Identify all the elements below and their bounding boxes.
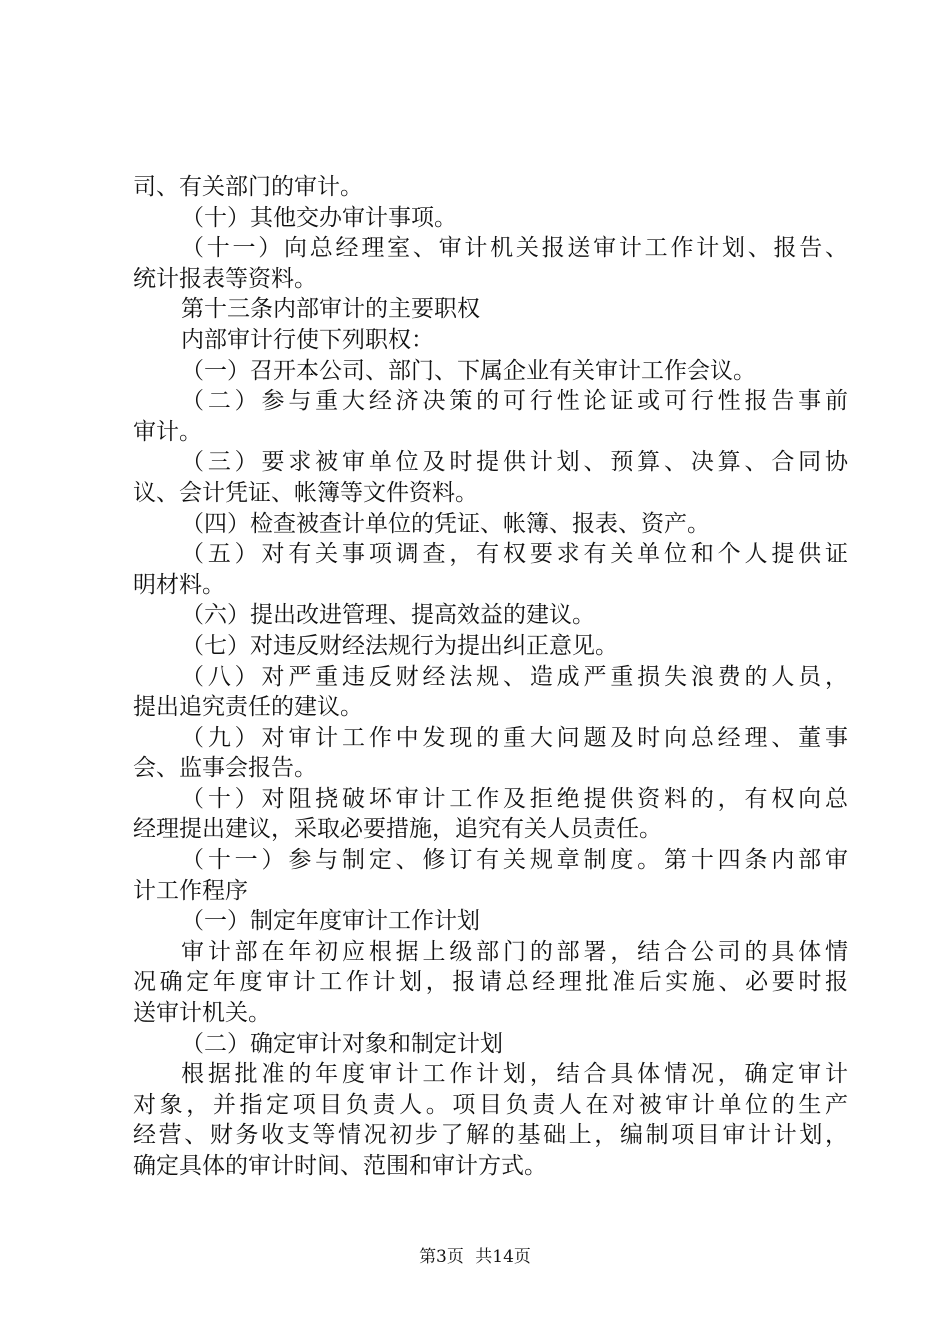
text-line: 审计。 <box>133 418 202 445</box>
text-line: （十一）参与制定、修订有关规章制度。第十四条内部审 <box>181 847 848 874</box>
text-line: 对象，并指定项目负责人。项目负责人在对被审计单位的生产 <box>133 1091 848 1118</box>
text-line: （七）对违反财经法规行为提出纠正意见。 <box>181 632 618 659</box>
text-line: （三）要求被审单位及时提供计划、预算、决算、合同协 <box>181 449 848 476</box>
page-number: 第3页 <box>419 1247 464 1267</box>
page-total: 共14页 <box>475 1247 531 1267</box>
text-line: （六）提出改进管理、提高效益的建议。 <box>181 602 595 629</box>
text-line: 况确定年度审计工作计划，报请总经理批准后实施、必要时报 <box>133 969 848 996</box>
text-line: （十）对阻挠破坏审计工作及拒绝提供资料的，有权向总 <box>181 785 848 812</box>
text-line: 内部审计行使下列职权： <box>181 326 434 353</box>
document-body <box>133 172 848 1182</box>
text-line: （五）对有关事项调查，有权要求有关单位和个人提供证 <box>181 541 848 568</box>
page-footer <box>0 1242 950 1267</box>
text-line: （一）召开本公司、部门、下属企业有关审计工作会议。 <box>181 357 756 384</box>
text-line: 第十三条内部审计的主要职权 <box>181 296 480 323</box>
text-line: 会、监事会报告。 <box>133 755 317 782</box>
text-line: （二）参与重大经济决策的可行性论证或可行性报告事前 <box>181 388 848 415</box>
text-line: （一）制定年度审计工作计划 <box>181 908 480 935</box>
text-line: 司、有关部门的审计。 <box>133 174 363 200</box>
text-line: 审计部在年初应根据上级部门的部署，结合公司的具体情 <box>181 938 848 965</box>
text-line: （二）确定审计对象和制定计划 <box>181 1030 503 1057</box>
text-line: 计工作程序 <box>133 877 248 904</box>
text-line: 经营、财务收支等情况初步了解的基础上，编制项目审计计划， <box>133 1122 848 1149</box>
text-line: （十一）向总经理室、审计机关报送审计工作计划、报告、 <box>181 235 848 262</box>
text-line: 经理提出建议，采取必要措施，追究有关人员责任。 <box>133 816 662 843</box>
text-line: 统计报表等资料。 <box>133 265 317 292</box>
text-line: 确定具体的审计时间、范围和审计方式。 <box>133 1153 547 1179</box>
text-line: （九）对审计工作中发现的重大问题及时向总经理、董事 <box>181 724 848 751</box>
text-line: 送审计机关。 <box>133 1000 271 1027</box>
text-line: （四）检查被查计单位的凭证、帐簿、报表、资产。 <box>181 510 710 537</box>
text-line: （八）对严重违反财经法规、造成严重损失浪费的人员， <box>181 663 848 690</box>
text-line: （十）其他交办审计事项。 <box>181 204 457 231</box>
text-line: 根据批准的年度审计工作计划，结合具体情况，确定审计 <box>181 1061 848 1088</box>
text-line: 提出追究责任的建议。 <box>133 694 363 721</box>
text-line: 明材料。 <box>133 571 225 598</box>
text-line: 议、会计凭证、帐簿等文件资料。 <box>133 479 478 506</box>
